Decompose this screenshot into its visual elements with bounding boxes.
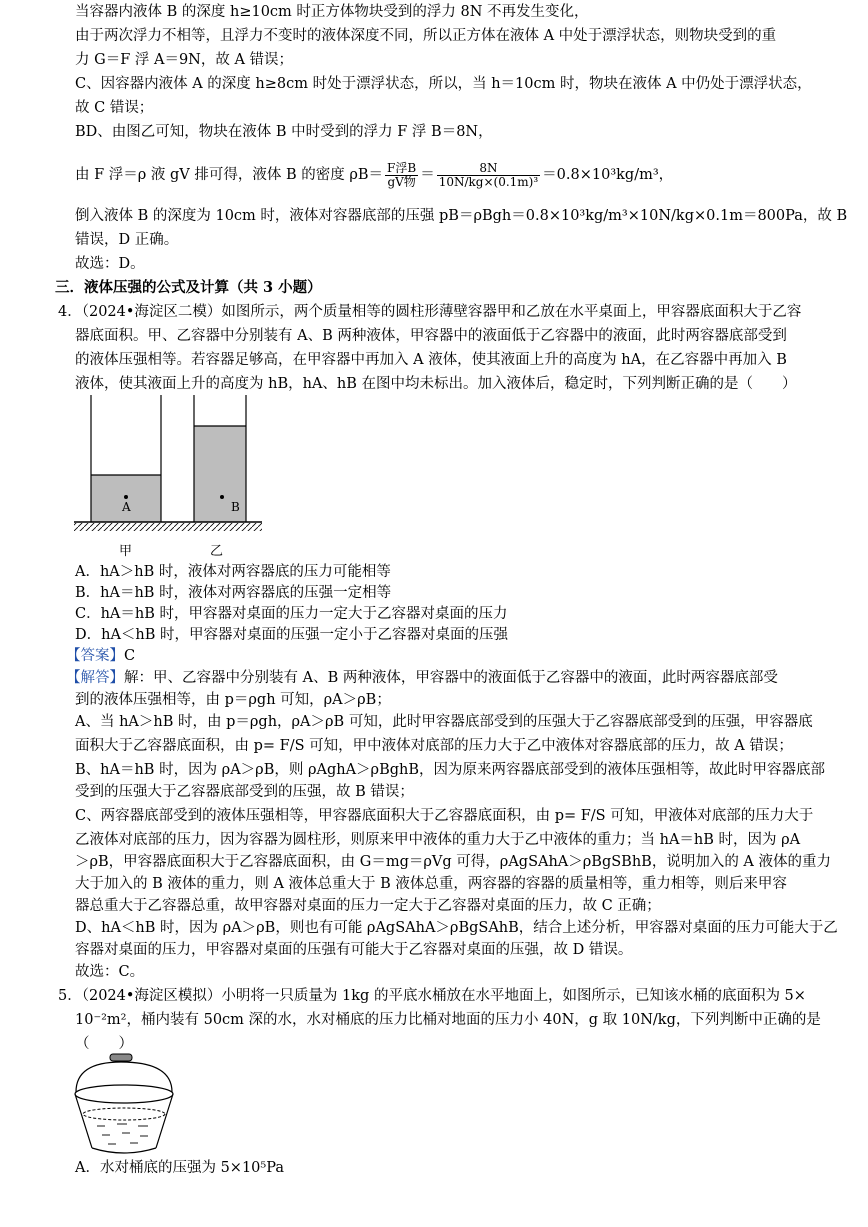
question-4-stem: 液体，使其液面上升的高度为 hB，hA、hB 在图中均未标出。加入液体后，稳定时，下列判断正确的是（ ） <box>75 376 797 392</box>
solution-line: 器总重大于乙容器总重，故甲容器对桌面的压力一定大于乙容器对桌面的压力，故 C 正确； <box>75 898 661 914</box>
text-line: 错误，D 正确。 <box>75 232 179 248</box>
solution-line: 故选：C。 <box>75 964 145 980</box>
solution-text: 解：甲、乙容器中分别装有 A、B 两种液体，甲容器中的液面低于乙容器中的液面，此时两容器底部受 <box>124 670 778 686</box>
text-line: C、因容器内液体 A 的深度 h≥8cm 时处于漂浮状态，所以，当 h＝10cm 时，物块在液体 A 中仍处于漂浮状态， <box>75 76 812 92</box>
table-hatch <box>74 523 262 531</box>
density-formula-line <box>75 153 673 197</box>
water-ripples <box>97 1124 148 1144</box>
fraction-denominator: gV物 <box>387 174 416 189</box>
question-4-stem: 4．（2024•海淀区二模）如图所示，两个质量相等的圆柱形薄壁容器甲和乙放在水平桌面上，甲容器底面积大于乙容 <box>58 304 802 320</box>
text-line: 由于两次浮力不相等，且浮力不变时的液体深度不同，所以正方体在液体 A 中处于漂浮状态，则物块受到的重 <box>75 28 777 44</box>
fraction-8n-over-value <box>437 162 540 189</box>
option-b: B．hA＝hB 时，液体对两容器底的压强一定相等 <box>75 585 392 601</box>
point-a-label: A <box>122 500 131 514</box>
solution-tag: 【解答】 <box>66 670 124 686</box>
fraction-fb-over-gv <box>385 162 418 189</box>
question-5-stem: （ ） <box>75 1036 133 1052</box>
solution-line: ＞ρB，甲容器底面积大于乙容器底面积，由 G＝mg＝ρVg 可得，ρAgSAhA＞ρBgSBhB，说明加入的 A 液体的重力 <box>75 854 832 870</box>
point-b-dot <box>220 495 224 499</box>
text-line: 当容器内液体 B 的深度 h≥10cm 时正方体物块受到的浮力 8N 不再发生变化， <box>75 4 589 20</box>
solution-line: 容器对桌面的压力，甲容器对桌面的压强有可能大于乙容器对桌面的压强，故 D 错误。 <box>75 942 633 958</box>
two-containers-figure <box>72 395 272 565</box>
text-line: 倒入液体 B 的深度为 10cm 时，液体对容器底部的压强 pB＝ρBgh＝0.8×10³kg/m³×10N/kg×0.1m＝800Pa，故 B <box>75 208 848 224</box>
text-line: 故 C 错误； <box>75 100 154 116</box>
text-line: BD、由图乙可知，物块在液体 B 中时受到的浮力 F 浮 B＝8N， <box>75 124 493 140</box>
answer-tag: 【答案】 <box>66 648 124 664</box>
fraction-numerator: F浮B <box>387 160 417 175</box>
question-5-stem: 10⁻²m²，桶内装有 50cm 深的水，水对桶底的压力比桶对地面的压力小 40N，g 取 10N/kg，下列判断中正确的是 <box>75 1012 821 1028</box>
solution-line: C、两容器底部受到的液体压强相等，甲容器底面积大于乙容器底面积，由 p= F/S 可知，甲液体对底部的压力大于 <box>75 808 814 824</box>
answer-value: C <box>124 648 136 664</box>
question-5-stem: 5．（2024•海淀区模拟）小明将一只质量为 1kg 的平底水桶放在水平地面上，如图所示，已知该水桶的底面积为 5× <box>58 988 806 1004</box>
bucket-bottom <box>92 1148 156 1153</box>
caption-jia: 甲 <box>119 544 133 559</box>
solution-line <box>66 668 778 688</box>
option-a: A．hA＞hB 时，液体对两容器底的压力可能相等 <box>75 564 391 580</box>
bucket-rim <box>75 1085 173 1103</box>
solution-line: 面积大于乙容器底面积，由 p= F/S 可知，甲中液体对底部的压力大于乙中液体对容器底部的压力，故 A 错误； <box>75 738 793 754</box>
solution-line: B、hA＝hB 时，因为 ρA＞ρB，则 ρAghA＞ρBghB，因为原来两容器底部受到的液体压强相等，故此时甲容器底部 <box>75 762 826 778</box>
answer-line <box>66 646 135 666</box>
question-4-stem: 器底面积。甲、乙容器中分别装有 A、B 两种液体，甲容器中的液面低于乙容器中的液面，此时两容器底部受到 <box>75 328 787 344</box>
bucket-figure <box>72 1052 192 1156</box>
water-surface <box>83 1108 165 1120</box>
solution-line: 乙液体对底部的压力，因为容器为圆柱形，则原来甲中液体的重力大于乙中液体的重力；当 hA＝hB 时，因为 ρA <box>75 832 801 848</box>
solution-line: 大于加入的 B 液体的重力，则 A 液体总重大于 B 液体总重，两容器的容器的质量相等，重力相等，则后来甲容 <box>75 876 787 892</box>
text-line: 力 G＝F 浮 A＝9N，故 A 错误； <box>75 52 294 68</box>
point-b-label: B <box>231 500 240 514</box>
solution-line: 到的液体压强相等，由 p＝ρgh 可知，ρA＞ρB； <box>75 692 391 708</box>
option-c: C．hA＝hB 时，甲容器对桌面的压力一定大于乙容器对桌面的压力 <box>75 606 508 622</box>
solution-line: 受到的压强大于乙容器底部受到的压强，故 B 错误； <box>75 784 414 800</box>
caption-yi: 乙 <box>210 544 224 559</box>
equals-sign: ＝ <box>420 167 435 183</box>
q5-option-a: A．水对桶底的压强为 5×10⁵Pa <box>75 1160 284 1176</box>
question-4-stem: 的液体压强相等。若容器足够高，在甲容器中再加入 A 液体，使其液面上升的高度为 hA，在乙容器中再加入 B <box>75 352 787 368</box>
section-title: 三．液体压强的公式及计算（共 3 小题） <box>55 279 322 296</box>
fraction-denominator: 10N/kg×(0.1m)³ <box>438 174 539 189</box>
fraction-numerator: 8N <box>437 162 540 176</box>
text-line: 故选：D。 <box>75 256 145 272</box>
bucket-handle-grip <box>110 1054 132 1061</box>
solution-line: A、当 hA＞hB 时，由 p＝ρgh，ρA＞ρB 可知，此时甲容器底部受到的压强大于乙容器底部受到的压强，甲容器底 <box>75 714 813 730</box>
solution-line: D、hA＜hB 时，因为 ρA＞ρB，则也有可能 ρAgSAhA＞ρBgSAhB，结合上述分析，甲容器对桌面的压力可能大于乙 <box>75 920 838 936</box>
option-d: D．hA＜hB 时，甲容器对桌面的压强一定小于乙容器对桌面的压强 <box>75 627 509 643</box>
formula-suffix: ＝0.8×10³kg/m³， <box>542 167 674 183</box>
point-a-dot <box>124 495 128 499</box>
formula-prefix: 由 F 浮＝ρ 液 gV 排可得，液体 B 的密度 ρB＝ <box>75 167 384 183</box>
